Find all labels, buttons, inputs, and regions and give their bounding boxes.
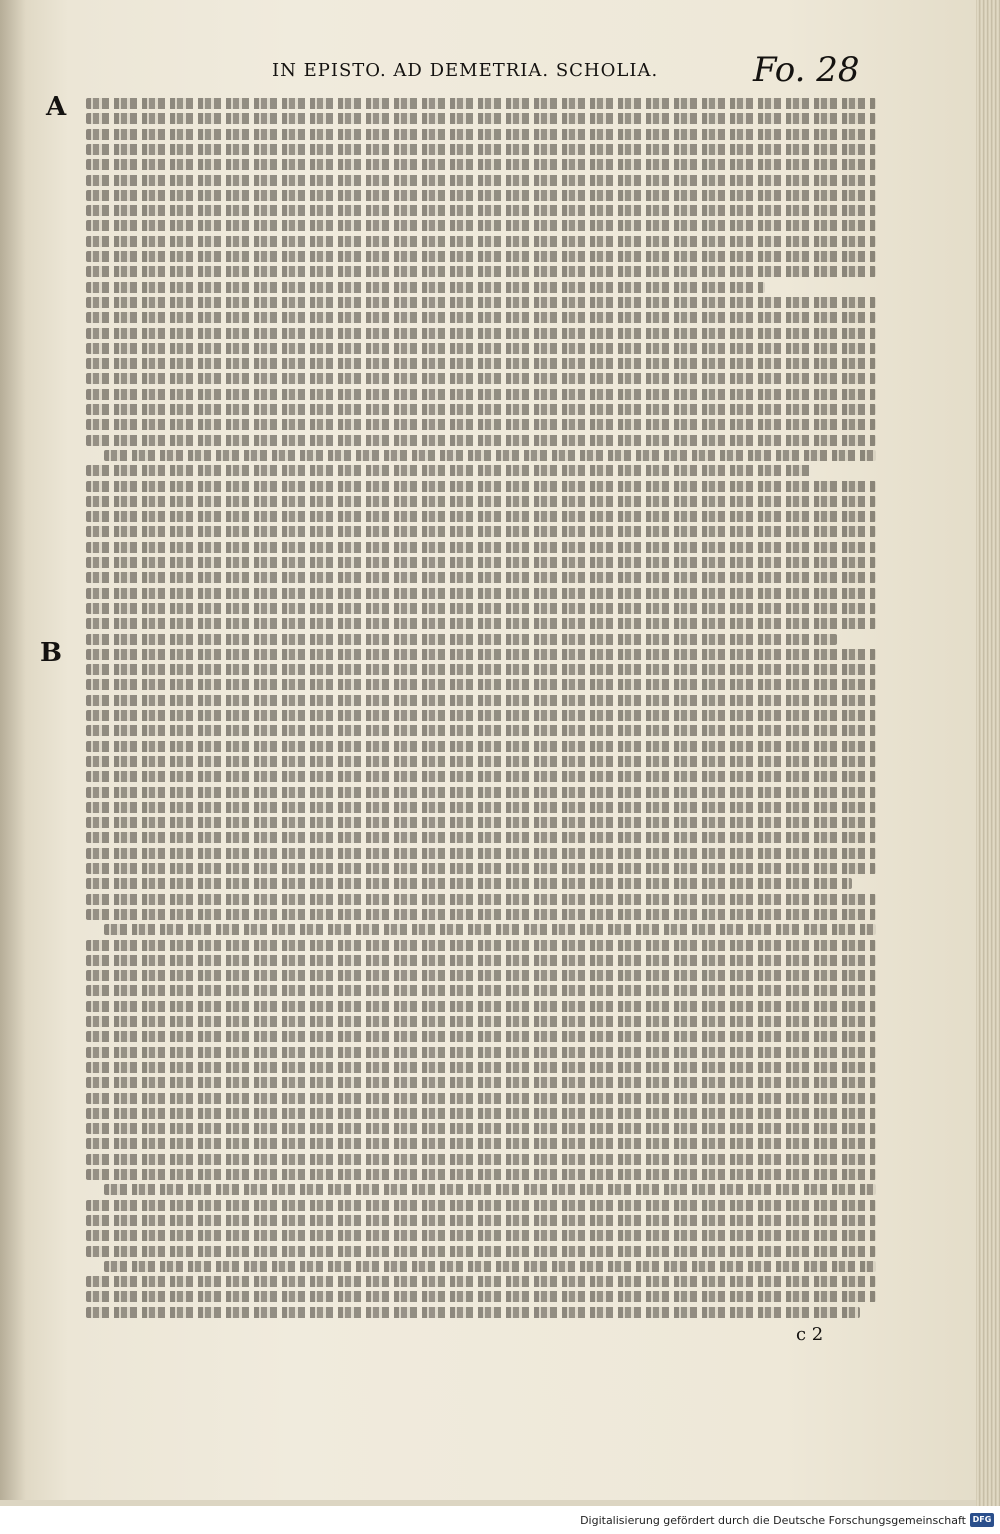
text-line (86, 1307, 860, 1318)
text-line (86, 1123, 876, 1134)
text-line (86, 848, 876, 859)
text-line (86, 1001, 876, 1012)
text-line (86, 894, 876, 905)
text-line (86, 419, 876, 430)
text-line (86, 297, 876, 308)
text-line (86, 1138, 876, 1149)
text-line (86, 1047, 876, 1058)
text-line (86, 343, 876, 354)
text-line (86, 1077, 876, 1088)
text-line (86, 603, 876, 614)
text-line (86, 863, 876, 874)
text-line (86, 572, 876, 583)
text-line (86, 113, 876, 124)
text-line (86, 282, 765, 293)
text-line (86, 175, 876, 186)
text-line (86, 664, 876, 675)
scholia-text-block (86, 96, 876, 1328)
text-line (86, 1108, 876, 1119)
text-line (86, 542, 876, 553)
text-line (86, 771, 876, 782)
text-line (86, 236, 876, 247)
folio-number: Fo. 28 (753, 50, 860, 90)
text-line (86, 1276, 876, 1287)
text-line (86, 618, 876, 629)
text-line (86, 832, 876, 843)
text-line (86, 649, 876, 660)
text-line (86, 1031, 876, 1042)
text-line (86, 205, 876, 216)
text-line (86, 1246, 876, 1257)
margin-letter-b: B (40, 638, 62, 668)
digitization-credit: Digitalisierung gefördert durch die Deutsche Forschungsgemeinschaft (580, 1514, 966, 1527)
text-line (86, 588, 876, 599)
text-line (86, 496, 876, 507)
text-line (86, 1154, 876, 1165)
text-line (86, 1230, 876, 1241)
text-line (86, 190, 876, 201)
text-line (86, 98, 876, 109)
fore-edge (976, 0, 1000, 1506)
text-line (86, 970, 876, 981)
text-line (86, 511, 876, 522)
text-line (86, 1016, 876, 1027)
text-line (86, 710, 876, 721)
text-line (86, 634, 837, 645)
text-line (86, 725, 876, 736)
text-line (86, 878, 852, 889)
text-line (86, 1291, 876, 1302)
text-line (86, 251, 876, 262)
text-line (86, 404, 876, 415)
text-line (86, 1215, 876, 1226)
text-line (86, 557, 876, 568)
text-line (86, 817, 876, 828)
text-line (86, 1169, 876, 1180)
text-line (86, 940, 876, 951)
text-line (86, 358, 876, 369)
text-line (86, 802, 876, 813)
text-line (86, 144, 876, 155)
text-line (104, 1184, 876, 1195)
text-line (104, 924, 876, 935)
text-line (86, 756, 876, 767)
signature-mark: c 2 (796, 1324, 824, 1345)
text-line (86, 909, 876, 920)
text-line (86, 787, 876, 798)
text-line (86, 373, 876, 384)
text-line (86, 1093, 876, 1104)
text-line (86, 328, 876, 339)
text-line (86, 526, 876, 537)
text-line (104, 1261, 876, 1272)
text-line (86, 985, 876, 996)
margin-letter-a: A (46, 92, 67, 122)
running-head: IN EPISTO. AD DEMETRIA. SCHOLIA. (272, 60, 659, 81)
text-line (86, 481, 876, 492)
text-line (86, 435, 876, 446)
text-line (86, 389, 876, 400)
text-line (86, 695, 876, 706)
text-line (104, 450, 876, 461)
text-line (86, 159, 876, 170)
gutter-shadow (0, 0, 26, 1500)
dfg-logo: DFG (970, 1513, 994, 1527)
text-line (86, 220, 876, 231)
footer-bar (0, 1506, 1000, 1534)
text-line (86, 266, 876, 277)
text-line (86, 1200, 876, 1211)
text-line (86, 312, 876, 323)
text-line (86, 955, 876, 966)
text-line (86, 679, 876, 690)
text-line (86, 741, 876, 752)
text-line (86, 1062, 876, 1073)
text-line (86, 129, 876, 140)
text-line (86, 465, 813, 476)
